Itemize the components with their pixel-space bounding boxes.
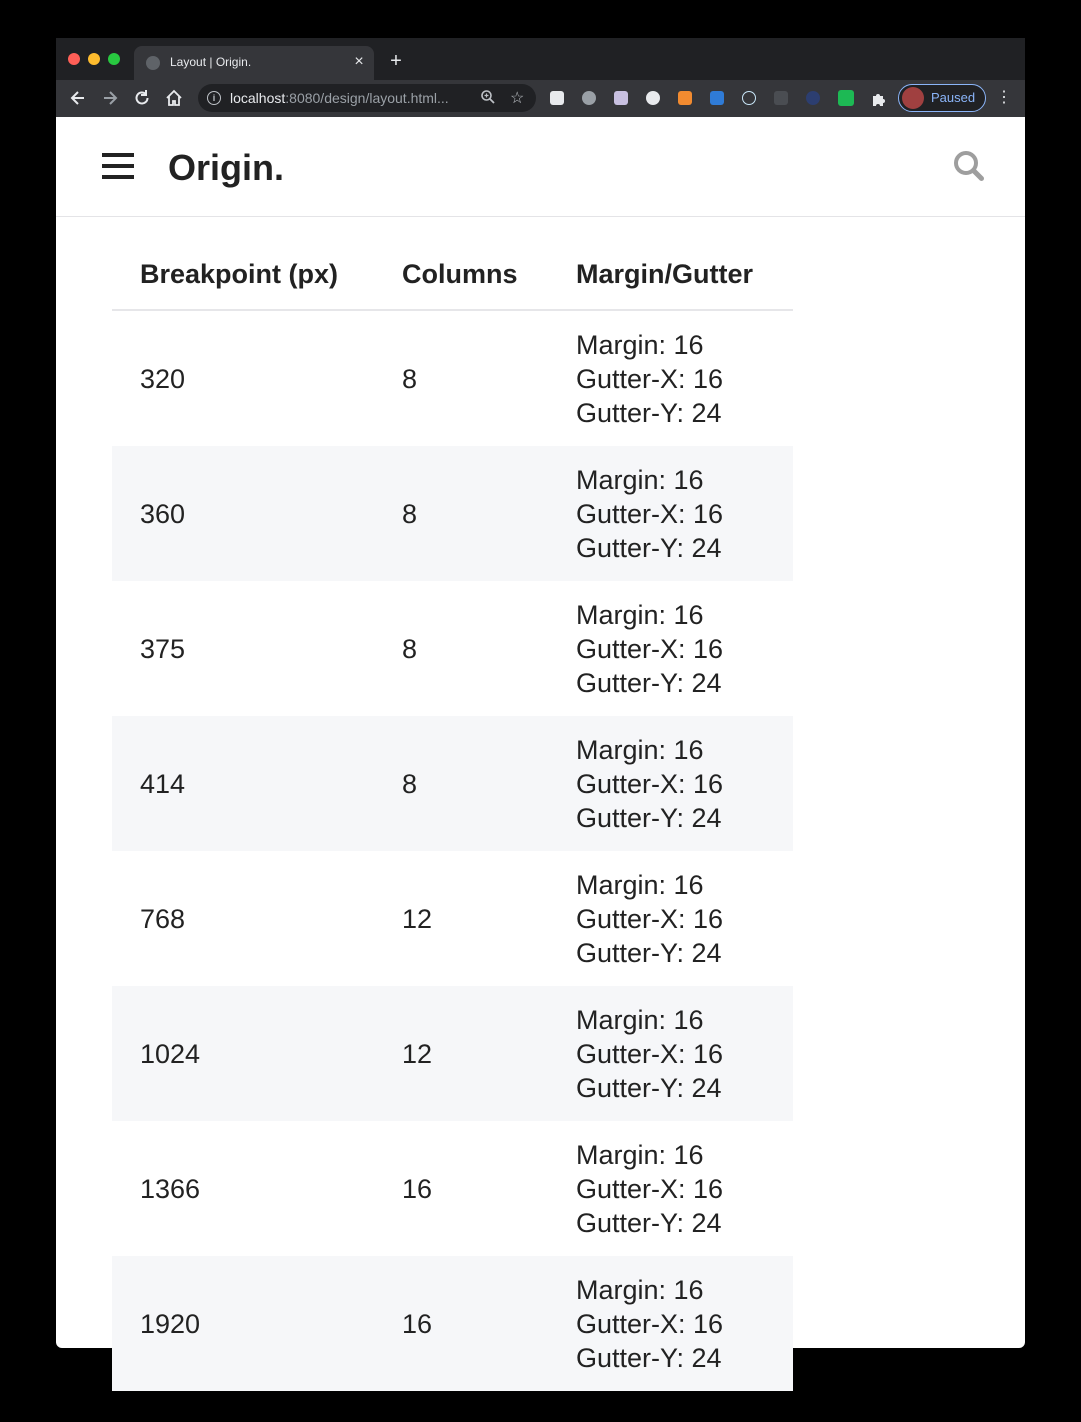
extension-icon[interactable] [646, 91, 660, 105]
gutter-x-value: Gutter-X: 16 [576, 903, 724, 934]
profile-status: Paused [931, 90, 976, 105]
column-header-breakpoint: Breakpoint (px) [112, 239, 374, 310]
margin-gutter-cell [548, 716, 793, 851]
close-window-button[interactable] [68, 53, 80, 65]
page-content [56, 217, 1025, 1373]
breakpoint-cell: 1366 [140, 1173, 201, 1204]
site-header [56, 117, 1025, 217]
gutter-x-value: Gutter-X: 16 [576, 633, 724, 664]
breakpoint-table [112, 239, 793, 1391]
reload-icon[interactable] [132, 88, 152, 108]
table-row [112, 851, 793, 986]
columns-cell: 12 [374, 986, 548, 1121]
arrow-left-icon[interactable] [68, 88, 88, 108]
react-icon[interactable] [742, 91, 756, 105]
columns-cell: 12 [402, 903, 433, 934]
margin-gutter-cell [548, 581, 793, 716]
margin-value: Margin: 16 [576, 329, 704, 360]
table-row [112, 446, 793, 581]
gutter-y-value: Gutter-Y: 24 [576, 667, 722, 698]
new-tab-button[interactable]: + [390, 50, 402, 72]
site-brand[interactable]: Origin. [168, 147, 284, 188]
margin-gutter-cell [548, 1256, 793, 1391]
columns-cell: 16 [374, 1256, 548, 1391]
breakpoint-cell: 414 [112, 716, 374, 851]
breakpoint-cell: 1024 [112, 986, 374, 1121]
breakpoint-cell: 375 [140, 633, 186, 664]
gutter-x-value: Gutter-X: 16 [576, 768, 724, 799]
margin-value: Margin: 16 [576, 1004, 704, 1035]
margin-gutter-cell [548, 851, 793, 986]
zoom-icon[interactable] [480, 89, 496, 108]
gutter-y-value: Gutter-Y: 24 [576, 532, 722, 563]
extension-icon[interactable] [838, 90, 854, 106]
gutter-x-value: Gutter-X: 16 [576, 1038, 724, 1069]
margin-gutter-cell [548, 986, 793, 1121]
extension-icon[interactable] [678, 91, 692, 105]
breakpoint-cell: 320 [140, 363, 186, 394]
extension-icon[interactable] [614, 91, 628, 105]
table-row [112, 310, 793, 446]
extension-icon[interactable] [710, 91, 724, 105]
margin-value: Margin: 16 [576, 734, 704, 765]
table-row [112, 1121, 793, 1256]
url-path: :8080/design/layout.html... [285, 90, 449, 106]
margin-value: Margin: 16 [576, 1139, 704, 1170]
margin-gutter-cell [548, 310, 793, 446]
columns-cell: 16 [402, 1173, 433, 1204]
url-text[interactable] [230, 90, 470, 106]
breakpoint-cell: 768 [140, 903, 186, 934]
avatar [902, 87, 924, 109]
tab-title: Layout | Origin. [170, 55, 252, 69]
minimize-window-button[interactable] [88, 53, 100, 65]
tab-close-icon[interactable]: × [354, 53, 364, 70]
kebab-menu-icon[interactable]: ⋮ [996, 89, 1012, 106]
margin-value: Margin: 16 [576, 1274, 704, 1305]
columns-cell: 8 [402, 633, 418, 664]
url-host: localhost [230, 90, 286, 106]
breakpoint-cell: 360 [112, 446, 374, 581]
gutter-x-value: Gutter-X: 16 [576, 363, 724, 394]
browser-window [56, 38, 1025, 1373]
breakpoint-cell: 1920 [112, 1256, 374, 1391]
extension-icon[interactable] [550, 91, 564, 105]
margin-gutter-cell [548, 1121, 793, 1256]
columns-cell: 8 [374, 716, 548, 851]
gutter-y-value: Gutter-Y: 24 [576, 1342, 722, 1373]
maximize-window-button[interactable] [108, 53, 120, 65]
extension-icon[interactable] [774, 91, 788, 105]
browser-toolbar [56, 80, 1025, 117]
hamburger-icon[interactable] [102, 153, 134, 179]
table-row [112, 1256, 793, 1391]
home-icon[interactable] [164, 88, 184, 108]
arrow-right-icon[interactable] [100, 88, 120, 108]
table-row [112, 986, 793, 1121]
margin-value: Margin: 16 [576, 599, 704, 630]
columns-cell: 8 [402, 363, 418, 394]
browser-tab[interactable] [134, 46, 374, 80]
gutter-y-value: Gutter-Y: 24 [576, 802, 722, 833]
gutter-y-value: Gutter-Y: 24 [576, 397, 722, 428]
gutter-y-value: Gutter-Y: 24 [576, 1207, 722, 1238]
search-icon[interactable] [952, 149, 986, 183]
table-row [112, 716, 793, 851]
margin-value: Margin: 16 [576, 464, 704, 495]
browser-titlebar [56, 38, 1025, 80]
columns-cell: 8 [374, 446, 548, 581]
column-header-margin-gutter: Margin/Gutter [548, 239, 793, 310]
table-row [112, 581, 793, 716]
puzzle-icon[interactable] [871, 91, 885, 105]
column-header-columns: Columns [374, 239, 548, 310]
globe-icon [146, 56, 160, 70]
gutter-y-value: Gutter-Y: 24 [576, 1072, 722, 1103]
extension-icon[interactable] [582, 91, 596, 105]
gutter-x-value: Gutter-X: 16 [576, 1173, 724, 1204]
table-header-row [112, 239, 793, 310]
star-icon[interactable]: ☆ [510, 90, 525, 107]
info-icon[interactable]: i [207, 91, 221, 105]
extension-icon[interactable] [806, 91, 820, 105]
margin-gutter-cell [548, 446, 793, 581]
margin-value: Margin: 16 [576, 869, 704, 900]
gutter-x-value: Gutter-X: 16 [576, 1308, 724, 1339]
address-bar[interactable] [198, 84, 536, 112]
gutter-x-value: Gutter-X: 16 [576, 498, 724, 529]
gutter-y-value: Gutter-Y: 24 [576, 937, 722, 968]
profile-button[interactable] [898, 84, 986, 112]
